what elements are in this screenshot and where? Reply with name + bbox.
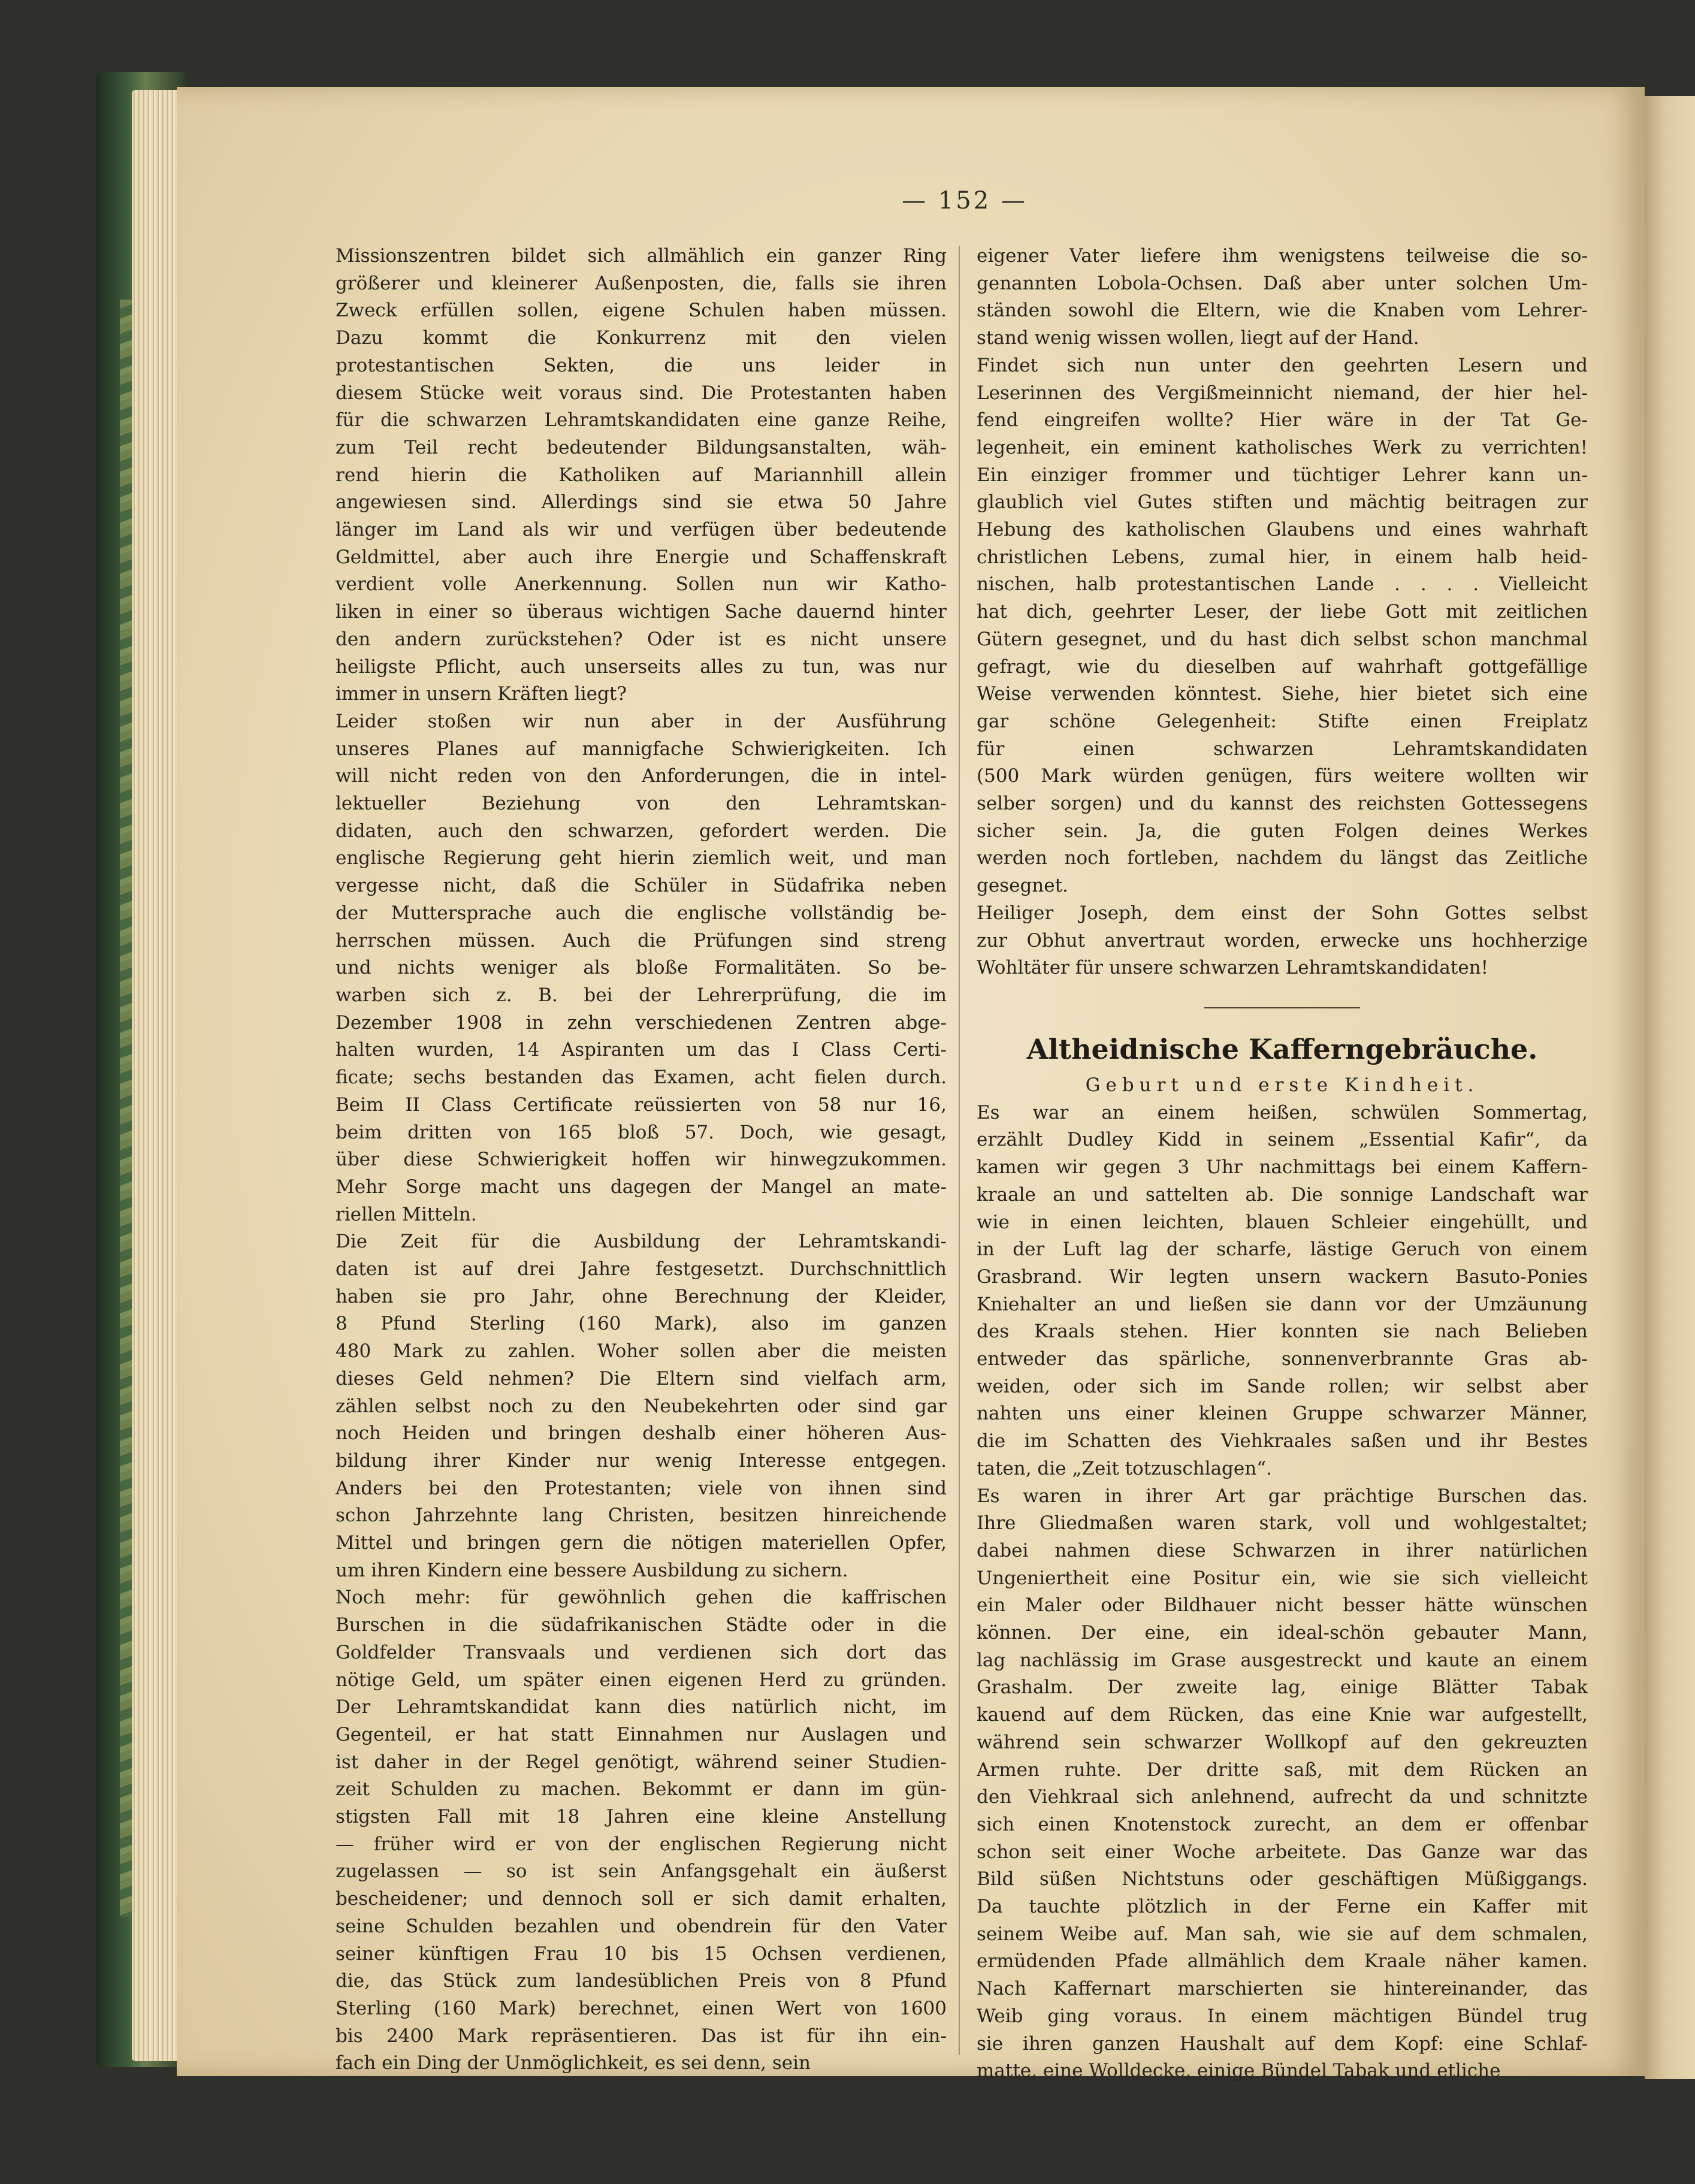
text-line: ist daher in der Regel genötigt, während seiner Studien- bbox=[336, 1751, 947, 1773]
column-divider bbox=[959, 246, 960, 2055]
text-line: bescheidener; und dennoch soll er sich damit erhalten, bbox=[336, 1888, 947, 1910]
text-line: nahten uns einer kleinen Gruppe schwarzer Männer, bbox=[977, 1403, 1588, 1425]
text-line: stand wenig wissen wollen, liegt auf der Hand. bbox=[977, 327, 1419, 349]
section-title: Altheidnische Kafferngebräuche. bbox=[1026, 1032, 1538, 1065]
text-line: Gütern gesegnet, und du hast dich selbst schon manchmal bbox=[977, 628, 1588, 650]
text-line: haben sie pro Jahr, ohne Berechnung der Kleider, bbox=[336, 1285, 947, 1307]
text-line: kauend auf dem Rücken, das eine Knie war aufgestellt, bbox=[977, 1704, 1588, 1726]
text-line: unseres Planes auf mannigfache Schwierigkeiten. Ich bbox=[336, 738, 947, 760]
text-line: zählen selbst noch zu den Neubekehrten oder sind gar bbox=[336, 1395, 947, 1417]
text-line: christlichen Lebens, zumal hier, in einem halb heid- bbox=[977, 546, 1588, 568]
text-line: Es war an einem heißen, schwülen Sommertag, bbox=[977, 1101, 1588, 1123]
text-line: um ihren Kindern eine bessere Ausbildung zu sichern. bbox=[336, 1559, 848, 1581]
text-line: des Kraals stehen. Hier konnten sie nach Belieben bbox=[977, 1321, 1588, 1343]
text-line: eigener Vater liefere ihm wenigstens teilweise die so- bbox=[977, 245, 1588, 267]
text-line: zur Obhut anvertraut worden, erwecke uns hochherzige bbox=[977, 929, 1588, 951]
text-line: Burschen in die südafrikanischen Städte oder in die bbox=[336, 1614, 947, 1636]
text-line: fach ein Ding der Unmöglichkeit, es sei denn, sein bbox=[336, 2052, 811, 2074]
text-line: liken in einer so überaus wichtigen Sache dauernd hinter bbox=[336, 601, 947, 623]
text-line: Grashalm. Der zweite lag, einige Blätter Tabak bbox=[977, 1676, 1588, 1699]
text-line: lektueller Beziehung von den Lehramtskan- bbox=[336, 793, 947, 815]
text-line: taten, die „Zeit totzuschlagen“. bbox=[977, 1457, 1272, 1479]
text-line: seiner künftigen Frau 10 bis 15 Ochsen verdienen, bbox=[336, 1943, 947, 1965]
text-line: gefragt, wie du dieselben auf wahrhaft gottgefällige bbox=[977, 655, 1588, 678]
text-line: während sein schwarzer Wollkopf auf den gekreuzten bbox=[977, 1731, 1588, 1753]
text-line: glaublich viel Gutes stiften und mächtig beitragen zur bbox=[977, 491, 1588, 513]
text-line: vergesse nicht, daß die Schüler in Südafrika neben bbox=[336, 875, 947, 897]
text-line: matte, eine Wolldecke, einige Bündel Tabak und etliche bbox=[977, 2060, 1501, 2082]
text-line: Wohltäter für unsere schwarzen Lehramtskandidaten! bbox=[977, 957, 1489, 979]
text-line: seinem Weibe auf. Man sah, wie sie auf dem schmalen, bbox=[977, 1923, 1588, 1945]
text-line: ermüdenden Pfade allmählich dem Kraale näher kamen. bbox=[977, 1950, 1588, 1972]
text-line: — früher wird er von der englischen Regierung nicht bbox=[336, 1833, 947, 1855]
text-line: Dezember 1908 in zehn verschiedenen Zentren abge- bbox=[336, 1011, 947, 1034]
text-line: bildung ihrer Kinder nur wenig Interesse entgegen. bbox=[336, 1449, 947, 1472]
text-line: sie ihren ganzen Haushalt auf dem Kopf: eine Schlaf- bbox=[977, 2032, 1588, 2055]
text-line: die im Schatten des Viehkraales saßen und ihr Bestes bbox=[977, 1430, 1588, 1452]
text-line: Grasbrand. Wir legten unsern wackern Basuto-Ponies bbox=[977, 1265, 1588, 1288]
text-line: Hebung des katholischen Glaubens und eines wahrhaft bbox=[977, 519, 1588, 541]
text-line: Heiliger Joseph, dem einst der Sohn Gottes selbst bbox=[977, 902, 1588, 924]
text-line: der Muttersprache auch die englische vollständig be- bbox=[336, 902, 947, 924]
text-line: sich einen Knotenstock zurecht, an dem er offenbar bbox=[977, 1813, 1588, 1835]
text-line: den Viehkraal sich anlehnend, aufrecht da und schnitzte bbox=[977, 1786, 1588, 1808]
text-line: kamen wir gegen 3 Uhr nachmittags bei einem Kaffern- bbox=[977, 1156, 1588, 1179]
text-line: in der Luft lag der scharfe, lästige Geruch von einem bbox=[977, 1238, 1588, 1261]
text-line: nötige Geld, um später einen eigenen Herd zu gründen. bbox=[336, 1669, 947, 1691]
text-line: Weise verwenden könntest. Siehe, hier bietet sich eine bbox=[977, 683, 1588, 705]
page-number: — 152 — bbox=[902, 187, 1028, 215]
text-line: hat dich, geehrter Leser, der liebe Gott mit zeitlichen bbox=[977, 601, 1588, 623]
text-line: (500 Mark würden genügen, fürs weitere wollten wir bbox=[977, 765, 1588, 787]
text-line: didaten, auch den schwarzen, gefordert werden. Die bbox=[336, 820, 947, 842]
text-line: werden noch fortleben, nachdem du längst das Zeitliche bbox=[977, 847, 1588, 869]
text-line: legenheit, ein eminent katholisches Werk zu verrichten! bbox=[977, 436, 1588, 458]
section-separator bbox=[1204, 1007, 1360, 1008]
text-line: angewiesen sind. Allerdings sind sie etwa 50 Jahre bbox=[336, 491, 947, 513]
text-line: Findet sich nun unter den geehrten Lesern und bbox=[977, 354, 1588, 376]
right-column-bottom bbox=[977, 1099, 1588, 2085]
text-line: den andern zurückstehen? Oder ist es nicht unsere bbox=[336, 628, 947, 650]
text-line: Der Lehramtskandidat kann dies natürlich nicht, im bbox=[336, 1696, 947, 1718]
text-line: erzählt Dudley Kidd in seinem „Essential Kafir“, da bbox=[977, 1129, 1588, 1151]
text-line: ein Maler oder Bildhauer nicht besser hätte wünschen bbox=[977, 1594, 1588, 1617]
text-line: halten wurden, 14 Aspiranten um das I Class Certi- bbox=[336, 1039, 947, 1061]
text-line: weiden, oder sich im Sande rollen; wir selbst aber bbox=[977, 1375, 1588, 1397]
text-line: englische Regierung geht hierin ziemlich weit, und man bbox=[336, 847, 947, 869]
right-column bbox=[977, 243, 1588, 2085]
text-line: will nicht reden von den Anforderungen, die in intel- bbox=[336, 765, 947, 787]
right-column-top bbox=[977, 243, 1588, 982]
text-line: Gegenteil, er hat statt Einnahmen nur Auslagen und bbox=[336, 1723, 947, 1745]
text-line: Ein einziger frommer und tüchtiger Lehrer kann un- bbox=[977, 464, 1588, 486]
text-line: Beim II Class Certificate reüssierten von 58 nur 16, bbox=[336, 1093, 947, 1116]
text-line: diesem Stücke weit voraus sind. Die Protestanten haben bbox=[336, 382, 947, 404]
text-line: größerer und kleinerer Außenposten, die, falls sie ihren bbox=[336, 272, 947, 294]
text-line: kraale an und sattelten ab. Die sonnige Landschaft war bbox=[977, 1183, 1588, 1206]
text-line: lag nachlässig im Grase ausgestreckt und kaute an einem bbox=[977, 1649, 1588, 1671]
text-line: entweder das spärliche, sonnenverbrannte Gras ab- bbox=[977, 1348, 1588, 1370]
section-subtitle: Geburt und erste Kindheit. bbox=[1085, 1074, 1479, 1096]
text-line: Es waren in ihrer Art gar prächtige Burschen das. bbox=[977, 1485, 1588, 1507]
text-line: fend eingreifen wollte? Hier wäre in der Tat Ge- bbox=[977, 409, 1588, 431]
text-line: Nach Kaffernart marschierten sie hintereinander, das bbox=[977, 1978, 1588, 2000]
left-column bbox=[336, 243, 947, 2077]
text-line: zeit Schulden zu machen. Bekommt er dann im gün- bbox=[336, 1778, 947, 1801]
text-line: über diese Schwierigkeit hoffen wir hinwegzukommen. bbox=[336, 1149, 947, 1171]
text-line: herrschen müssen. Auch die Prüfungen sind streng bbox=[336, 929, 947, 951]
text-line: immer in unsern Kräften liegt? bbox=[336, 683, 627, 705]
text-line: genannten Lobola-Ochsen. Daß aber unter solchen Um- bbox=[977, 272, 1588, 294]
text-line: Mittel und bringen gern die nötigen materiellen Opfer, bbox=[336, 1532, 947, 1554]
text-line: dieses Geld nehmen? Die Eltern sind vielfach arm, bbox=[336, 1367, 947, 1389]
text-line: zugelassen — so ist sein Anfangsgehalt ein äußerst bbox=[336, 1860, 947, 1883]
text-line: Armen ruhte. Der dritte saß, mit dem Rücken an bbox=[977, 1759, 1588, 1781]
text-line: seine Schulden bezahlen und obendrein für den Vater bbox=[336, 1915, 947, 1937]
text-line: nischen, halb protestantischen Lande . . . . Vielleicht bbox=[977, 573, 1588, 596]
text-line: protestantischen Sekten, die uns leider in bbox=[336, 354, 947, 376]
text-line: länger im Land als wir und verfügen über bedeutende bbox=[336, 519, 947, 541]
text-line: schon seit einer Woche arbeitete. Das Ganze war das bbox=[977, 1841, 1588, 1863]
text-line: Geldmittel, aber auch ihre Energie und Schaffenskraft bbox=[336, 546, 947, 568]
text-line: Da tauchte plötzlich in der Ferne ein Kaffer mit bbox=[977, 1896, 1588, 1918]
text-line: heiligste Pflicht, auch unserseits alles zu tun, was nur bbox=[336, 655, 947, 678]
text-line: Goldfelder Transvaals und verdienen sich dort das bbox=[336, 1641, 947, 1663]
text-line: Ungeniertheit eine Positur ein, wie sie sich vielleicht bbox=[977, 1567, 1588, 1589]
text-line: riellen Mitteln. bbox=[336, 1203, 477, 1225]
text-line: die, das Stück zum landesüblichen Preis von 8 Pfund bbox=[336, 1970, 947, 1992]
text-line: gar schöne Gelegenheit: Stifte einen Freiplatz bbox=[977, 710, 1588, 732]
text-line: für die schwarzen Lehramtskandidaten eine ganze Reihe, bbox=[336, 409, 947, 431]
text-line: sicher sein. Ja, die guten Folgen deines Werkes bbox=[977, 820, 1588, 842]
text-line: Anders bei den Protestanten; viele von ihnen sind bbox=[336, 1477, 947, 1499]
text-line: verdient volle Anerkennung. Sollen nun wir Katho- bbox=[336, 573, 947, 596]
text-line: können. Der eine, ein ideal-schön gebauter Mann, bbox=[977, 1622, 1588, 1644]
text-line: Mehr Sorge macht uns dagegen der Mangel an mate- bbox=[336, 1176, 947, 1198]
text-line: Missionszentren bildet sich allmählich ein ganzer Ring bbox=[336, 245, 947, 267]
text-line: rend hierin die Katholiken auf Mariannhill allein bbox=[336, 464, 947, 486]
text-line: Leider stoßen wir nun aber in der Ausführung bbox=[336, 710, 947, 732]
text-line: stigsten Fall mit 18 Jahren eine kleine Anstellung bbox=[336, 1806, 947, 1828]
text-line: daten ist auf drei Jahre festgesetzt. Durchschnittlich bbox=[336, 1258, 947, 1280]
text-line: und nichts weniger als bloße Formalitäten. So be- bbox=[336, 957, 947, 979]
text-line: Ihre Gliedmaßen waren stark, voll und wohlgestaltet; bbox=[977, 1512, 1588, 1534]
text-line: Dazu kommt die Konkurrenz mit den vielen bbox=[336, 327, 947, 349]
facing-page-edge bbox=[1645, 96, 1695, 2079]
text-line: Sterling (160 Mark) berechnet, einen Wert von 1600 bbox=[336, 1998, 947, 2019]
text-line: wie in einen leichten, blauen Schleier eingehüllt, und bbox=[977, 1211, 1588, 1233]
text-line: dabei nahmen diese Schwarzen in ihrer natürlichen bbox=[977, 1539, 1588, 1561]
text-line: Noch mehr: für gewöhnlich gehen die kaffrischen bbox=[336, 1587, 947, 1609]
text-line: Weib ging voraus. In einem mächtigen Bündel trug bbox=[977, 2005, 1588, 2027]
text-line: beim dritten von 165 bloß 57. Doch, wie gesagt, bbox=[336, 1121, 947, 1143]
text-line: Kniehalter an und ließen sie dann vor der Umzäunung bbox=[977, 1293, 1588, 1315]
text-line: warben sich z. B. bei der Lehrerprüfung, die im bbox=[336, 984, 947, 1006]
text-line: 480 Mark zu zahlen. Woher sollen aber die meisten bbox=[336, 1340, 947, 1363]
text-line: 8 Pfund Sterling (160 Mark), also im ganzen bbox=[336, 1313, 947, 1335]
text-line: Zweck erfüllen sollen, eigene Schulen haben müssen. bbox=[336, 300, 947, 322]
text-line: für einen schwarzen Lehramtskandidaten bbox=[977, 738, 1588, 760]
text-line: Leserinnen des Vergißmeinnicht niemand, der hier hel- bbox=[977, 382, 1588, 404]
text-line: selber sorgen) und du kannst des reichsten Gottessegens bbox=[977, 793, 1588, 815]
text-line: ficate; sechs bestanden das Examen, acht fielen durch. bbox=[336, 1067, 947, 1089]
text-line: bis 2400 Mark repräsentieren. Das ist für ihn ein- bbox=[336, 2025, 947, 2047]
text-line: ständen sowohl die Eltern, wie die Knaben vom Lehrer- bbox=[977, 300, 1588, 322]
text-line: zum Teil recht bedeutender Bildungsanstalten, wäh- bbox=[336, 436, 947, 458]
text-line: Bild süßen Nichtstuns oder geschäftigen Müßiggangs. bbox=[977, 1868, 1588, 1890]
text-line: gesegnet. bbox=[977, 875, 1068, 897]
text-line: noch Heiden und bringen deshalb einer höheren Aus- bbox=[336, 1422, 947, 1445]
text-line: schon Jahrzehnte lang Christen, besitzen hinreichende bbox=[336, 1505, 947, 1527]
text-line: Die Zeit für die Ausbildung der Lehramtskandi- bbox=[336, 1231, 947, 1253]
